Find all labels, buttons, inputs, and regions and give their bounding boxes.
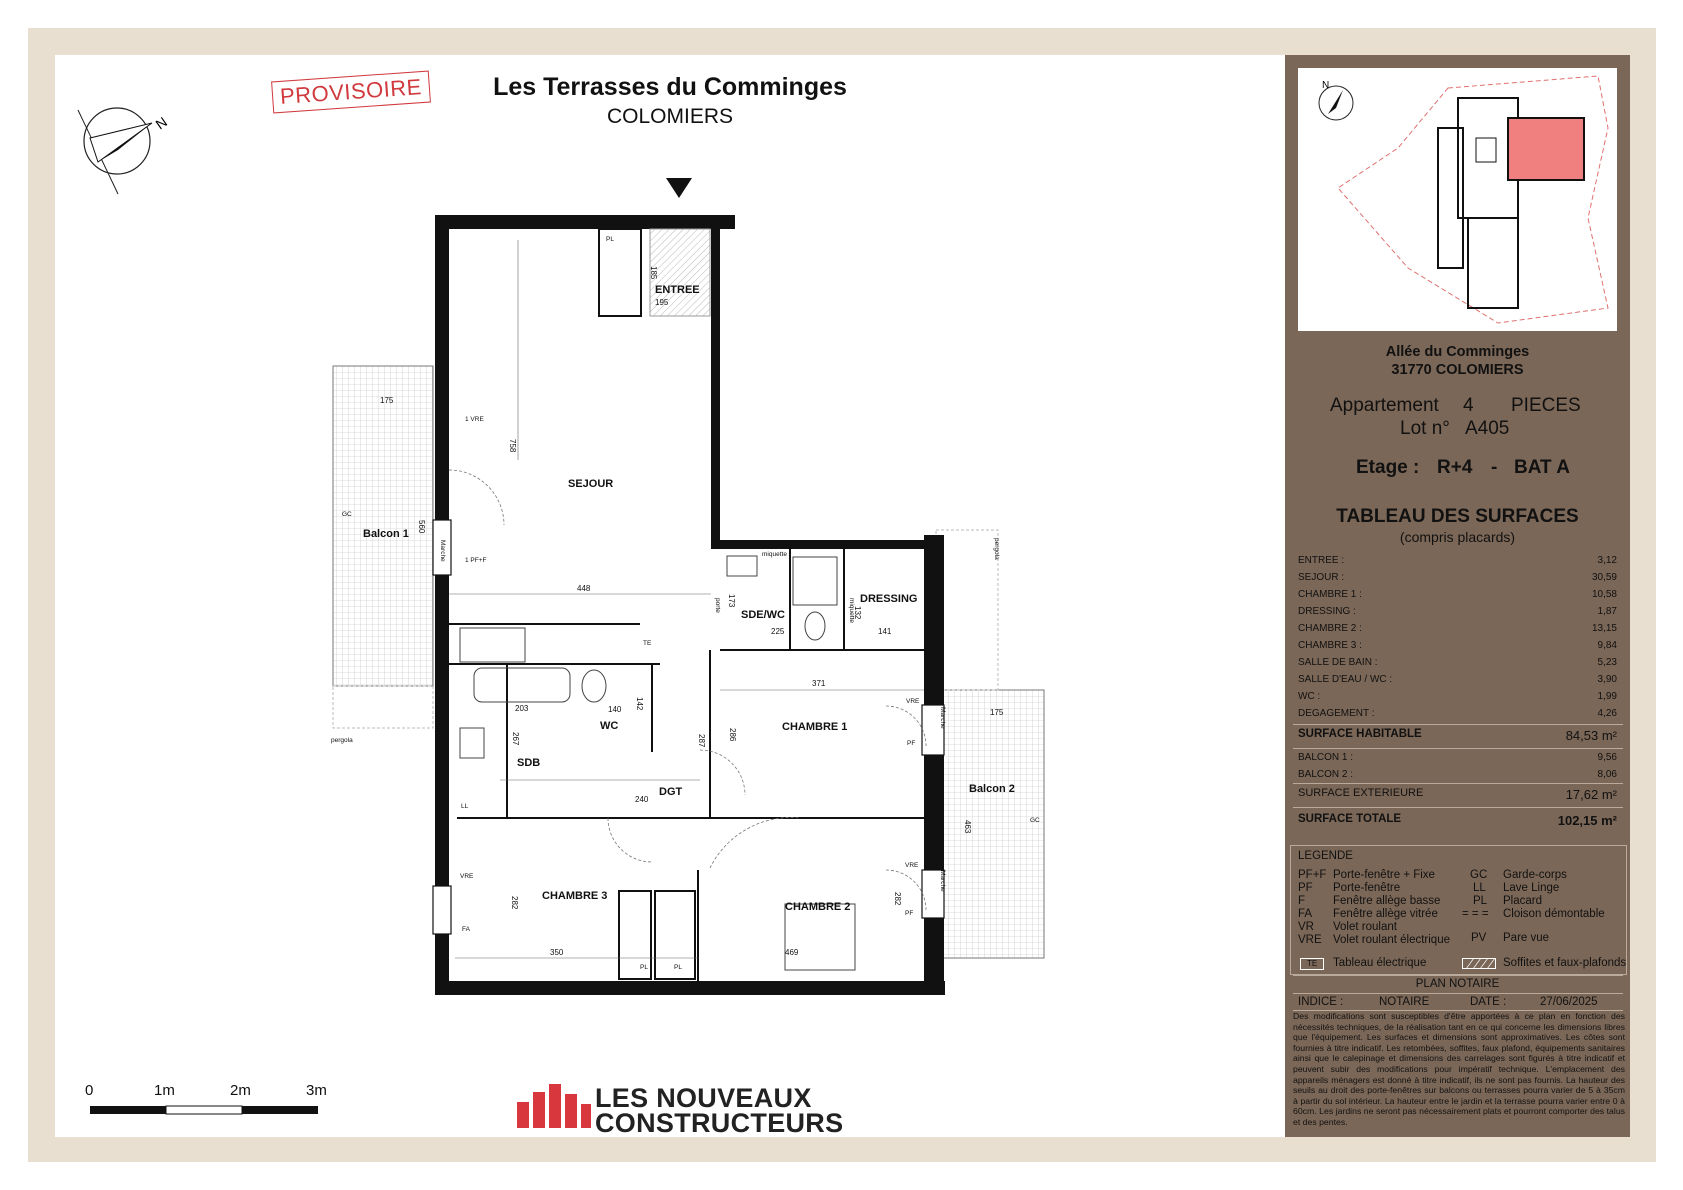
annot-pl-ch3-2: PL	[674, 964, 682, 971]
legend-te-text: Tableau électrique	[1333, 957, 1427, 969]
project-title: Les Terrasses du Comminges	[493, 73, 847, 101]
annot-vre-ch1: VRE	[906, 698, 920, 705]
dim-240: 240	[635, 795, 649, 804]
batiment-value: BAT A	[1514, 457, 1570, 478]
dim-371: 371	[812, 679, 826, 688]
legend-title: LEGENDE	[1298, 850, 1353, 862]
annot-miquette-1: miquette	[762, 551, 787, 558]
legend-text: Fenêtre allège basse	[1333, 895, 1441, 907]
dim-185: 185	[649, 266, 658, 280]
balcon-row: BALCON 1 : 9,56	[1298, 752, 1617, 763]
dim-758: 758	[508, 439, 517, 453]
annot-marche-3: Marche	[939, 870, 946, 892]
legend-code: LL	[1473, 882, 1486, 894]
scale-label-1m: 1m	[154, 1082, 175, 1099]
surface-row: WC : 1,99	[1298, 691, 1617, 702]
legend-text: Porte-fenêtre + Fixe	[1333, 869, 1435, 881]
constructeurs-logo-icon	[515, 1080, 595, 1130]
annot-pf-f: 1 PF+F	[465, 557, 487, 564]
address-street: Allée du Comminges	[1385, 344, 1530, 360]
scale-bar	[84, 1082, 324, 1122]
annot-miquette-2: miquette	[848, 598, 855, 623]
room-chambre-2: CHAMBRE 2	[785, 901, 851, 913]
surface-row: ENTREE : 3,12	[1298, 555, 1617, 566]
legend-code: PV	[1471, 932, 1487, 944]
dim-173: 173	[727, 594, 736, 608]
legend-text: Placard	[1503, 895, 1542, 907]
dim-195: 195	[655, 298, 669, 307]
scale-label-2m: 2m	[230, 1082, 251, 1099]
legend-code: FA	[1298, 908, 1313, 920]
appartement-label: Appartement	[1330, 395, 1439, 416]
surface-row: DRESSING : 1,87	[1298, 606, 1617, 617]
legend-text: Porte-fenêtre	[1333, 882, 1401, 894]
dim-142: 142	[635, 697, 644, 711]
annot-pergola-1: pergola	[331, 737, 353, 744]
room-entree: ENTREE	[655, 284, 700, 296]
dim-203: 203	[515, 704, 529, 713]
etage-value: R+4	[1437, 457, 1473, 478]
address-city: 31770 COLOMIERS	[1391, 362, 1524, 378]
room-sejour: SEJOUR	[568, 478, 614, 490]
legend-text: Volet roulant	[1333, 921, 1397, 933]
annot-vre-ch2: VRE	[905, 862, 919, 869]
room-sde-wc: SDE/WC	[741, 609, 785, 621]
legend-code: PF	[1298, 882, 1313, 894]
pieces-label: PIECES	[1511, 395, 1581, 416]
annot-gc-balcon2: GC	[1030, 817, 1040, 824]
svg-text:N: N	[152, 113, 171, 133]
room-dgt: DGT	[659, 786, 683, 798]
annot-ll: LL	[461, 803, 469, 810]
surface-row: CHAMBRE 3 : 9,84	[1298, 640, 1617, 651]
dim-132: 132	[853, 606, 862, 620]
logo-line-2: CONSTRUCTEURS	[595, 1108, 844, 1138]
dim-141: 141	[878, 627, 892, 636]
dim-463: 463	[963, 820, 972, 834]
annot-marche-1: Marche	[439, 540, 446, 562]
legend-te-icon: TE	[1300, 958, 1324, 970]
room-sdb: SDB	[517, 757, 541, 769]
legend-code: VR	[1298, 921, 1314, 933]
annot-pf-ch2: PF	[905, 910, 914, 917]
room-wc: WC	[600, 720, 619, 732]
indice-value: NOTAIRE	[1379, 996, 1430, 1008]
dim-282-ch2: 282	[893, 892, 902, 906]
lot-label: Lot n°	[1400, 418, 1450, 439]
legend-code: VRE	[1298, 934, 1322, 946]
dim-140: 140	[608, 705, 622, 714]
annot-marche-2: Marche	[939, 707, 946, 729]
balcony-2-area	[936, 690, 1044, 958]
surfaces-table-title: TABLEAU DES SURFACES	[1336, 506, 1579, 527]
balcon-row: BALCON 2 : 8,06	[1298, 769, 1617, 780]
minimap-north-icon	[1319, 80, 1353, 120]
dim-282-ch3: 282	[510, 896, 519, 910]
date-label: DATE :	[1470, 996, 1507, 1008]
surface-row: SEJOUR : 30,59	[1298, 572, 1617, 583]
surface-totale-row: SURFACE TOTALE 102,15 m²	[1298, 813, 1617, 828]
dim-267: 267	[511, 732, 520, 746]
pieces-count: 4	[1463, 395, 1474, 416]
location-minimap	[1298, 68, 1617, 331]
legend-text: Cloison démontable	[1503, 908, 1605, 920]
logo-line-1: LES NOUVEAUX	[595, 1083, 812, 1113]
room-chambre-3: CHAMBRE 3	[542, 890, 608, 902]
annot-fa-ch3: FA	[462, 926, 470, 933]
annot-pl-entree: PL	[606, 236, 614, 243]
surface-habitable-row: SURFACE HABITABLE 84,53 m²	[1298, 728, 1617, 743]
dim-448: 448	[577, 584, 591, 593]
room-dressing: DRESSING	[860, 593, 918, 605]
annot-gc-balcon1: GC	[342, 511, 352, 518]
north-arrow-icon	[78, 108, 170, 194]
room-balcon-2: Balcon 2	[969, 783, 1015, 795]
annot-pf-ch1: PF	[907, 740, 916, 747]
surface-row: SALLE D'EAU / WC : 3,90	[1298, 674, 1617, 685]
entrance-arrow-icon	[666, 178, 692, 198]
annot-vre-sejour: 1 VRE	[465, 416, 484, 423]
legend-code: PF+F	[1298, 869, 1327, 881]
legend-text: Fenêtre allège vitrée	[1333, 908, 1438, 920]
dim-225: 225	[771, 627, 785, 636]
legend-code: GC	[1470, 869, 1488, 881]
room-chambre-1: CHAMBRE 1	[782, 721, 848, 733]
dim-469: 469	[785, 948, 799, 957]
soffites-hatch-icon	[1462, 958, 1496, 969]
legend-text: Pare vue	[1503, 932, 1550, 944]
scale-label-3m: 3m	[306, 1082, 327, 1099]
surface-exterieure-row: SURFACE EXTERIEURE 17,62 m²	[1298, 787, 1617, 802]
annot-porte: porte	[714, 598, 721, 613]
surfaces-table-subtitle: (compris placards)	[1399, 529, 1516, 545]
annot-pl-ch3-1: PL	[640, 964, 648, 971]
annot-pergola-2: pergola	[993, 538, 1000, 560]
svg-text:N: N	[1322, 80, 1330, 91]
dim-286: 286	[728, 728, 737, 742]
dim-175-balcon1: 175	[380, 396, 394, 405]
lot-highlight	[1508, 118, 1584, 180]
date-value: 27/06/2025	[1540, 996, 1598, 1008]
annot-vre-ch3: VRE	[460, 873, 474, 880]
dim-560: 560	[417, 520, 426, 534]
legend-code: = = =	[1462, 908, 1489, 920]
etage-label: Etage :	[1356, 457, 1420, 478]
project-city: COLOMIERS	[606, 105, 734, 128]
dim-287: 287	[697, 734, 706, 748]
room-balcon-1: Balcon 1	[363, 528, 409, 540]
etage-separator: -	[1491, 457, 1498, 478]
legend-code: PL	[1473, 895, 1488, 907]
annot-te: TE	[643, 640, 652, 647]
legend-text: Lave Linge	[1503, 882, 1560, 894]
dim-350: 350	[550, 948, 564, 957]
indice-label: INDICE :	[1298, 996, 1344, 1008]
legend-text: Volet roulant électrique	[1333, 934, 1450, 946]
legend-code: F	[1298, 895, 1306, 907]
dim-175-balcon2: 175	[990, 708, 1004, 717]
disclaimer-text: Des modifications sont susceptibles d'être apportées à ce plan en fonction des nécessités techniques, de la réalisation tant en ce qui concerne les dimensions libres que l'équipement. Les surfaces et dimensions sont approximatives. Les côtes sont fournies à titre indicatif. Les retombées, soffites, faux plafond, équipements sanitaires ainsi que le calepinage et dimensions des carrelages sont figurés à titre indicatif et peuvent subir des modifications pour impératif technique. L'emplacement des appareils ménagers est donné à titre indicatif, ils ne sont pas fournis. La hauteur des seuils au droit des porte-fenêtres sur balcons ou terrasses pourra varier de 5 à 35cm à partir du sol intérieur. La hauteur entre le jardin et la terrasse pourra varier entre 0 à 60cm. Les jardins ne seront pas nécessairement plats et pourront comporter des talus et des pentes.	[1293, 1011, 1625, 1127]
surface-row: SALLE DE BAIN : 5,23	[1298, 657, 1617, 668]
provisoire-stamp: PROVISOIRE	[271, 71, 431, 114]
exterior-walls	[435, 215, 945, 995]
scale-label-0: 0	[85, 1082, 94, 1099]
lot-value: A405	[1465, 418, 1510, 439]
surface-row: DEGAGEMENT : 4,26	[1298, 708, 1617, 719]
legend-text: Garde-corps	[1503, 869, 1567, 881]
plan-notaire-title: PLAN NOTAIRE	[1415, 978, 1500, 990]
legend-soffites-text: Soffites et faux-plafonds	[1503, 957, 1627, 969]
surface-row: CHAMBRE 1 : 10,58	[1298, 589, 1617, 600]
surface-row: CHAMBRE 2 : 13,15	[1298, 623, 1617, 634]
